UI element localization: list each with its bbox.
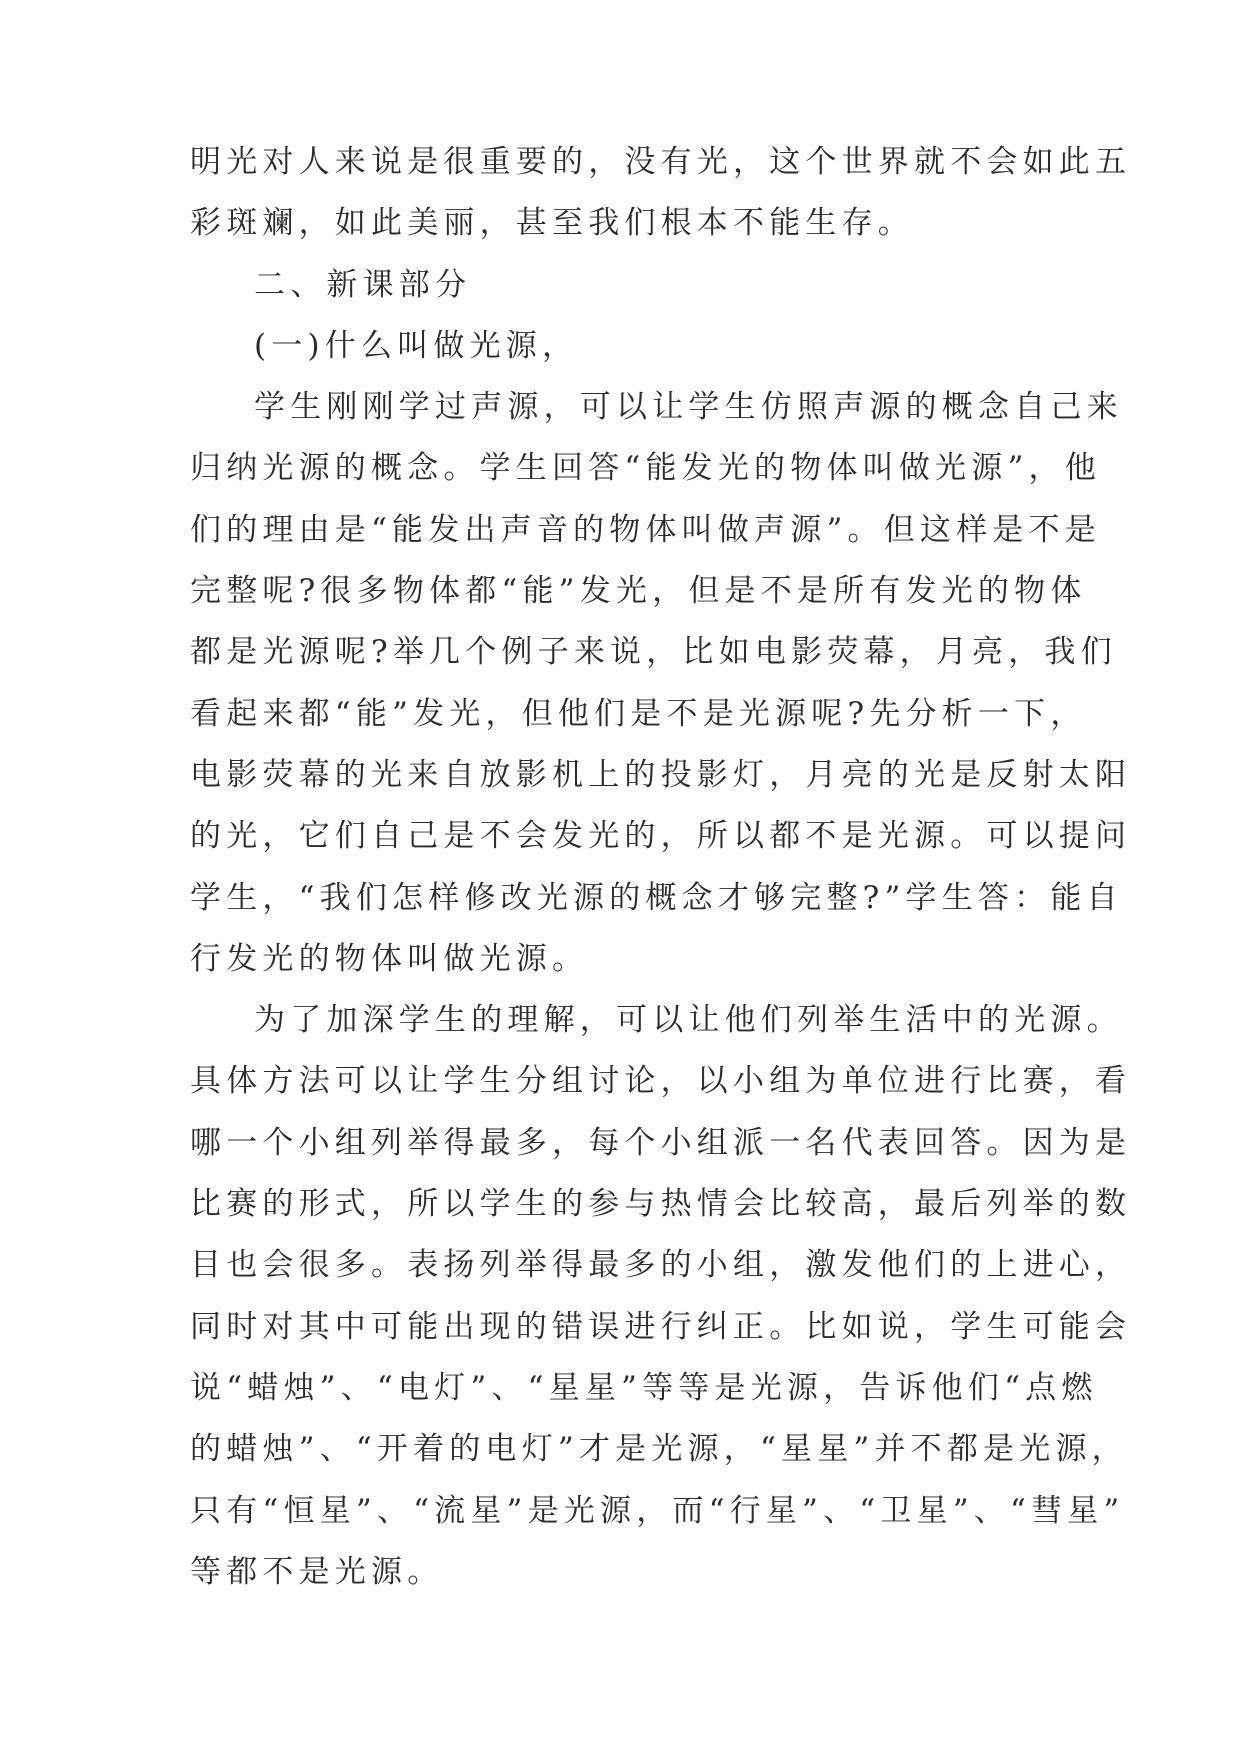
text-line: 学生，“我们怎样修改光源的概念才够完整?”学生答：能自	[190, 879, 1123, 916]
text-line: 等都不是光源。	[190, 1553, 444, 1590]
text-line: 都是光源呢?举几个例子来说，比如电影荧幕，月亮，我们	[190, 634, 1117, 671]
text-line: 哪一个小组列举得最多，每个小组派一名代表回答。因为是	[190, 1124, 1132, 1161]
text-line: 明光对人来说是很重要的，没有光，这个世界就不会如此五	[190, 144, 1132, 180]
text-line: 看起来都“能”发光，但他们是不是光源呢?先分析一下，	[190, 695, 1087, 732]
paragraph-start: 为了加深学生的理解，可以让他们列举生活中的光源。	[254, 1002, 1123, 1039]
paragraph-start: 学生刚刚学过声源，可以让学生仿照声源的概念自己来	[254, 389, 1123, 426]
text-line: 同时对其中可能出现的错误进行纠正。比如说，学生可能会	[190, 1308, 1132, 1345]
text-line: 电影荧幕的光来自放影机上的投影灯，月亮的光是反射太阳	[190, 756, 1132, 793]
text-line: 完整呢?很多物体都“能”发光，但是不是所有发光的物体	[190, 573, 1087, 610]
text-line: 的蜡烛”、“开着的电灯”才是光源，“星星”并不都是光源，	[190, 1431, 1128, 1468]
body-text	[190, 132, 1132, 1603]
text-line: 只有“恒星”、“流星”是光源，而“行星”、“卫星”、“彗星”	[190, 1492, 1125, 1529]
text-line: 们的理由是“能发出声音的物体叫做声源”。但这样是不是	[190, 511, 1101, 548]
text-line: 归纳光源的概念。学生回答“能发光的物体叫做光源”，他	[190, 450, 1101, 487]
text-line: 目也会很多。表扬列举得最多的小组，激发他们的上进心，	[190, 1247, 1132, 1284]
text-line: 行发光的物体叫做光源。	[190, 940, 589, 977]
text-line: 说“蜡烛”、“电灯”、“星星”等等是光源，告诉他们“点燃	[190, 1369, 1098, 1406]
text-line: 比赛的形式，所以学生的参与热情会比较高，最后列举的数	[190, 1186, 1132, 1223]
text-line: 具体方法可以让学生分组讨论，以小组为单位进行比赛，看	[190, 1063, 1132, 1100]
text-line: 彩斑斓，如此美丽，甚至我们根本不能生存。	[190, 205, 914, 242]
section-heading: 二、新课部分	[254, 266, 472, 303]
subsection-heading: (一)什么叫做光源，	[254, 327, 579, 364]
text-line: 的光，它们自己是不会发光的，所以都不是光源。可以提问	[190, 818, 1132, 855]
